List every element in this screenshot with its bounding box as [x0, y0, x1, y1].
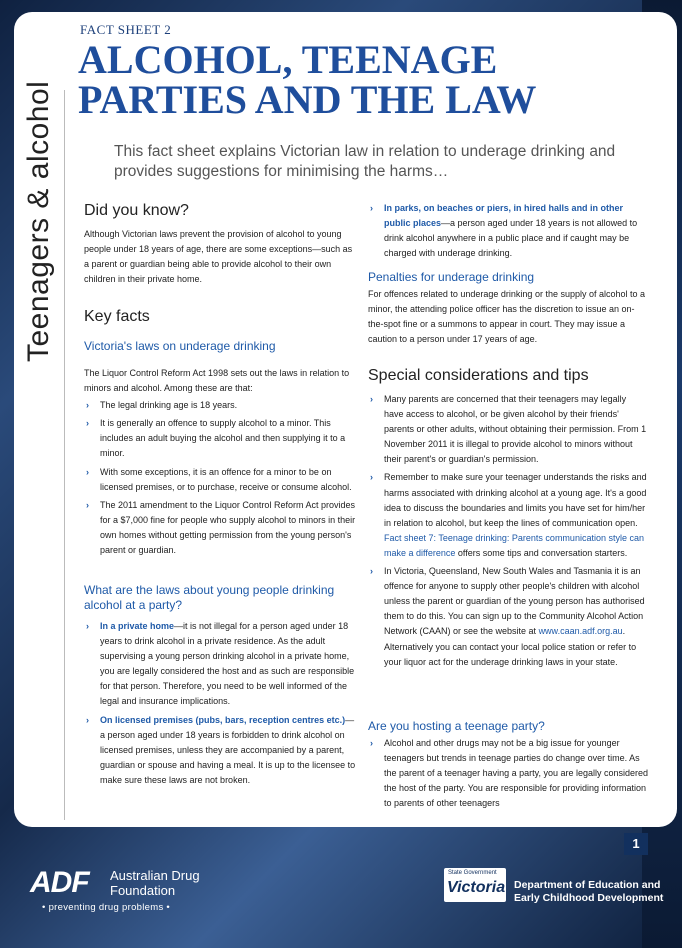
list-item: [368, 564, 648, 670]
page-number: 1: [624, 833, 648, 855]
item-lead: In a private home: [100, 621, 175, 631]
item-text: —a person aged under 18 years is not allowed to drink alcohol anywhere in a public place and if caught may be charged with underage drinking.: [384, 218, 638, 259]
key-facts-section: [84, 307, 356, 561]
party-laws-list: [84, 619, 356, 788]
special-section: [368, 366, 648, 673]
list-item: › Alcohol and other drugs may not be a big issue for younger teenagers but trends in teenage parties do change over time. As the parent of a teenager having a party, you are legally considered the host of the party. You are responsible for providing information to parents of other teenagers: [368, 736, 648, 811]
item-text: —it is not illegal for a person aged under 18 years to drink alcohol in a private residence. As the adult supervising a young person drinking alcohol in a private home, you are legally considered the host and as such are responsible for that person. Therefore, you need to be well informed of the legal and insurance implications.: [100, 621, 355, 707]
vic-logo-small-text: State Government: [448, 870, 497, 876]
fact-sheet-label: FACT SHEET 2: [80, 22, 172, 37]
caan-website-link[interactable]: www.caan.adf.org.au: [538, 626, 623, 637]
item-text: offers some tips and conversation starters.: [455, 547, 628, 558]
item-text: . Alternatively you can contact your local police station or refer to your liquor act for the underage drinking laws in your state.: [384, 626, 637, 667]
key-facts-list: [84, 398, 356, 558]
list-item: [368, 201, 648, 261]
adf-logo-mark: ADF: [30, 866, 89, 899]
list-item: › With some exceptions, it is an offence for a minor to be on licensed premises, or to purchase, receive or consume alcohol.: [84, 465, 356, 495]
key-facts-subheading: Victoria's laws on underage drinking: [84, 339, 276, 353]
penalties-section: [368, 270, 648, 347]
item-lead: In parks, on beaches or piers, in hired halls and in other public places: [384, 203, 624, 229]
list-item: [368, 470, 648, 561]
side-title: Teenagers & alcohol: [22, 80, 55, 362]
did-you-know-heading: Did you know?: [84, 202, 189, 219]
item-text: In Victoria, Queensland, New South Wales and Tasmania it is an offence for anyone to supply other people's children with alcohol unless the parent or guardian of the young person has authorised them to do this. You can sign up to the Community Alcohol Action Network (CAAN) or see the website at: [384, 566, 645, 637]
department-name: Department of Education and Early Childhood Development: [514, 879, 664, 904]
hosting-heading: Are you hosting a teenage party?: [368, 719, 545, 733]
side-divider: [64, 90, 65, 820]
did-you-know-section: [84, 201, 356, 287]
party-laws-section: [84, 583, 356, 791]
list-item: › Many parents are concerned that their teenagers may legally have access to alcohol, or be given alcohol by their friends' parents or other adults, without obtaining their permission. From 1 November 2011 it is illegal to provide alcohol to minors without their parent's or guardian's permission.: [368, 392, 648, 467]
penalties-heading: Penalties for underage drinking: [368, 270, 535, 284]
list-item: [84, 713, 356, 788]
public-places-list: [368, 201, 648, 264]
hosting-section: [368, 719, 648, 814]
penalties-text: For offences related to underage drinking or the supply of alcohol to a minor, the attending police officer has the discretion to issue an on-the-spot fine or a summons to appear in court. They may issue a caution to a person under 17 years of age.: [368, 289, 646, 345]
vic-logo-wordmark: Victoria: [447, 879, 506, 896]
hosting-list: [368, 736, 648, 811]
special-list: [368, 392, 648, 670]
victoria-logo: [444, 868, 506, 902]
key-facts-intro: The Liquor Control Reform Act 1998 sets out the laws in relation to minors and alcohol. Among these are that:: [84, 368, 350, 394]
list-item: [84, 619, 356, 710]
fact-sheet-7-link[interactable]: Fact sheet 7: Teenage drinking: Parents communication style can make a difference: [384, 532, 644, 558]
list-item: › The 2011 amendment to the Liquor Control Reform Act provides for a $7,000 fine for people who supply alcohol to minors in their own homes without getting permission from the young person's parent or guardian.: [84, 498, 356, 558]
item-text: Remember to make sure your teenager understands the risks and harms associated with drinking alcohol at a young age. It's a good idea to discuss the boundaries and limits you have set for him/her in relation to alcohol, but keep the lines of communication open.: [384, 472, 647, 528]
list-item: › The legal drinking age is 18 years.: [84, 398, 356, 413]
party-laws-heading: What are the laws about young people drinking alcohol at a party?: [84, 583, 335, 612]
key-facts-heading: Key facts: [84, 308, 150, 325]
adf-tagline: • preventing drug problems •: [42, 902, 171, 913]
item-text: —a person aged under 18 years is forbidden to drink alcohol on licensed premises, unless they are accompanied by a parent, guardian or spouse and having a meal. It is up to the licensee to make sure these laws are not broken.: [100, 714, 356, 785]
adf-name: Australian Drug Foundation: [110, 868, 200, 898]
intro-text: This fact sheet explains Victorian law in relation to underage drinking and provides suggestions for minimising the harms…: [114, 143, 616, 180]
list-item: › It is generally an offence to supply alcohol to a minor. This includes an adult buying the alcohol and then supplying it to a minor.: [84, 416, 356, 461]
did-you-know-text: Although Victorian laws prevent the provision of alcohol to young people under 18 years of age, there are some exceptions—such as a parent or guardian being able to provide alcohol to their own children in their private home.: [84, 229, 353, 285]
item-lead: On licensed premises (pubs, bars, reception centres etc.): [100, 714, 346, 725]
special-heading: Special considerations and tips: [368, 367, 589, 384]
page-title: ALCOHOL, TEENAGE PARTIES AND THE LAW: [78, 37, 537, 122]
